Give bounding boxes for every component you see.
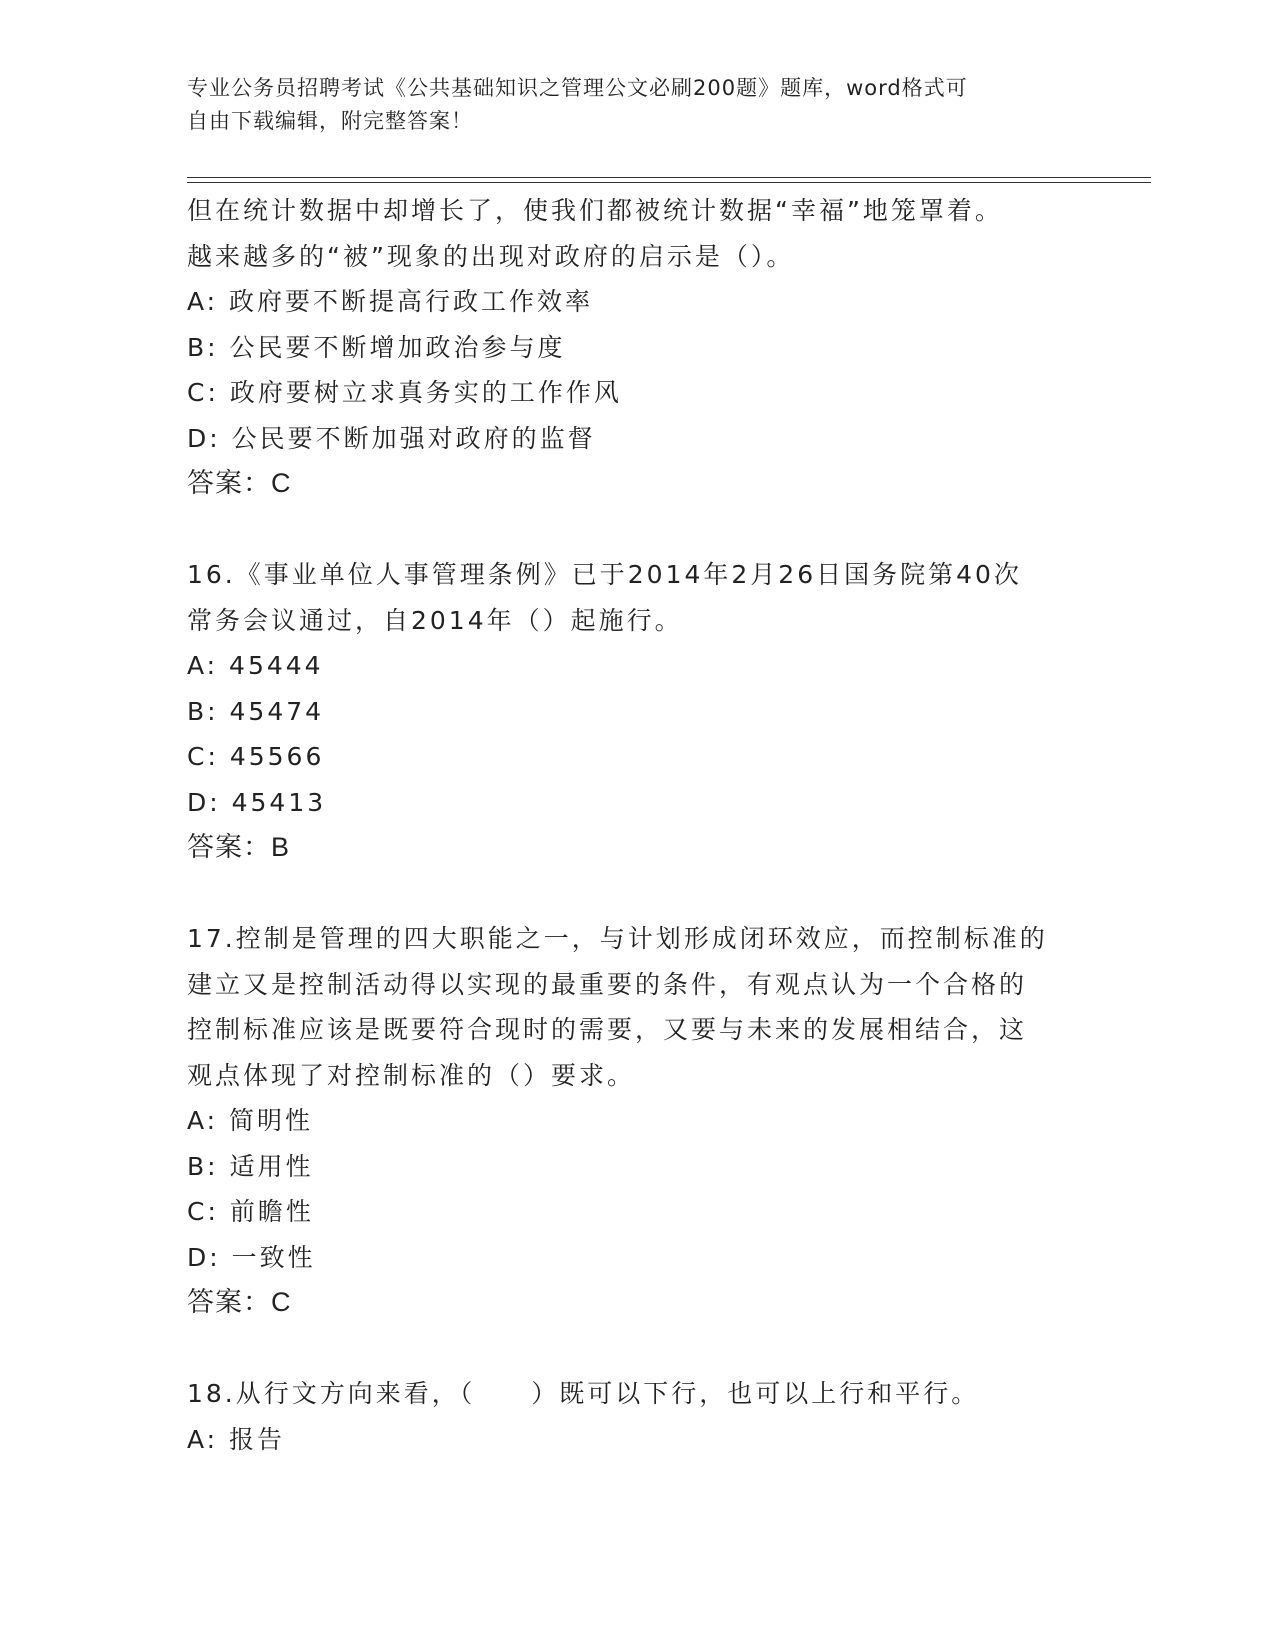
option-d: D: 公民要不断加强对政府的监督	[187, 423, 596, 453]
option-c: C: 政府要树立求真务实的工作作风	[187, 378, 622, 407]
header-title-line-2: 自由下载编辑，附完整答案！	[187, 109, 473, 133]
question-text-line: 16.《事业单位人事管理条例》已于2014年2月26日国务院第40次	[187, 560, 1022, 589]
document-body	[187, 188, 1167, 1462]
option-a: A: 政府要不断提高行政工作效率	[187, 287, 594, 316]
answer-text: 答案：B	[187, 832, 291, 862]
question-17	[187, 916, 1167, 1326]
option-b: B: 45474	[187, 696, 325, 726]
question-text-line: 控制标准应该是既要符合现时的需要，又要与未来的发展相结合，这	[187, 1015, 1028, 1044]
answer-text: 答案：C	[187, 1287, 292, 1317]
header-divider-bottom	[187, 182, 1151, 183]
spacer	[187, 507, 1167, 553]
spacer	[187, 871, 1167, 917]
option-a: A: 45444	[187, 651, 324, 680]
question-text-line: 常务会议通过，自2014年（）起施行。	[187, 605, 683, 635]
option-c: C: 45566	[187, 742, 325, 771]
option-d: D: 一致性	[187, 1242, 316, 1272]
question-15	[187, 188, 1167, 507]
question-text-line: 观点体现了对控制标准的（）要求。	[187, 1060, 636, 1090]
question-16	[187, 552, 1167, 871]
question-text-line: 17.控制是管理的四大职能之一，与计划形成闭环效应，而控制标准的	[187, 924, 1048, 953]
question-text-line: 建立又是控制活动得以实现的最重要的条件，有观点认为一个合格的	[187, 969, 1028, 999]
option-b: B: 公民要不断增加政治参与度	[187, 332, 566, 362]
document-header	[187, 72, 1087, 138]
option-a: A: 简明性	[187, 1106, 314, 1135]
question-18	[187, 1371, 1167, 1462]
question-text-line: 18.从行文方向来看，（ ）既可以下行，也可以上行和平行。	[187, 1379, 980, 1408]
answer-text: 答案：C	[187, 468, 292, 498]
question-text-line: 但在统计数据中却增长了，使我们都被统计数据“幸福”地笼罩着。	[187, 196, 1003, 225]
question-text-line: 越来越多的“被”现象的出现对政府的启示是（）。	[187, 241, 795, 271]
header-title-line-1: 专业公务员招聘考试《公共基础知识之管理公文必刷200题》题库，word格式可	[187, 76, 968, 100]
spacer	[187, 1326, 1167, 1372]
option-d: D: 45413	[187, 787, 327, 817]
option-c: C: 前瞻性	[187, 1197, 314, 1226]
option-b: B: 适用性	[187, 1151, 314, 1181]
header-divider-top	[187, 177, 1151, 178]
option-a: A: 报告	[187, 1424, 286, 1454]
